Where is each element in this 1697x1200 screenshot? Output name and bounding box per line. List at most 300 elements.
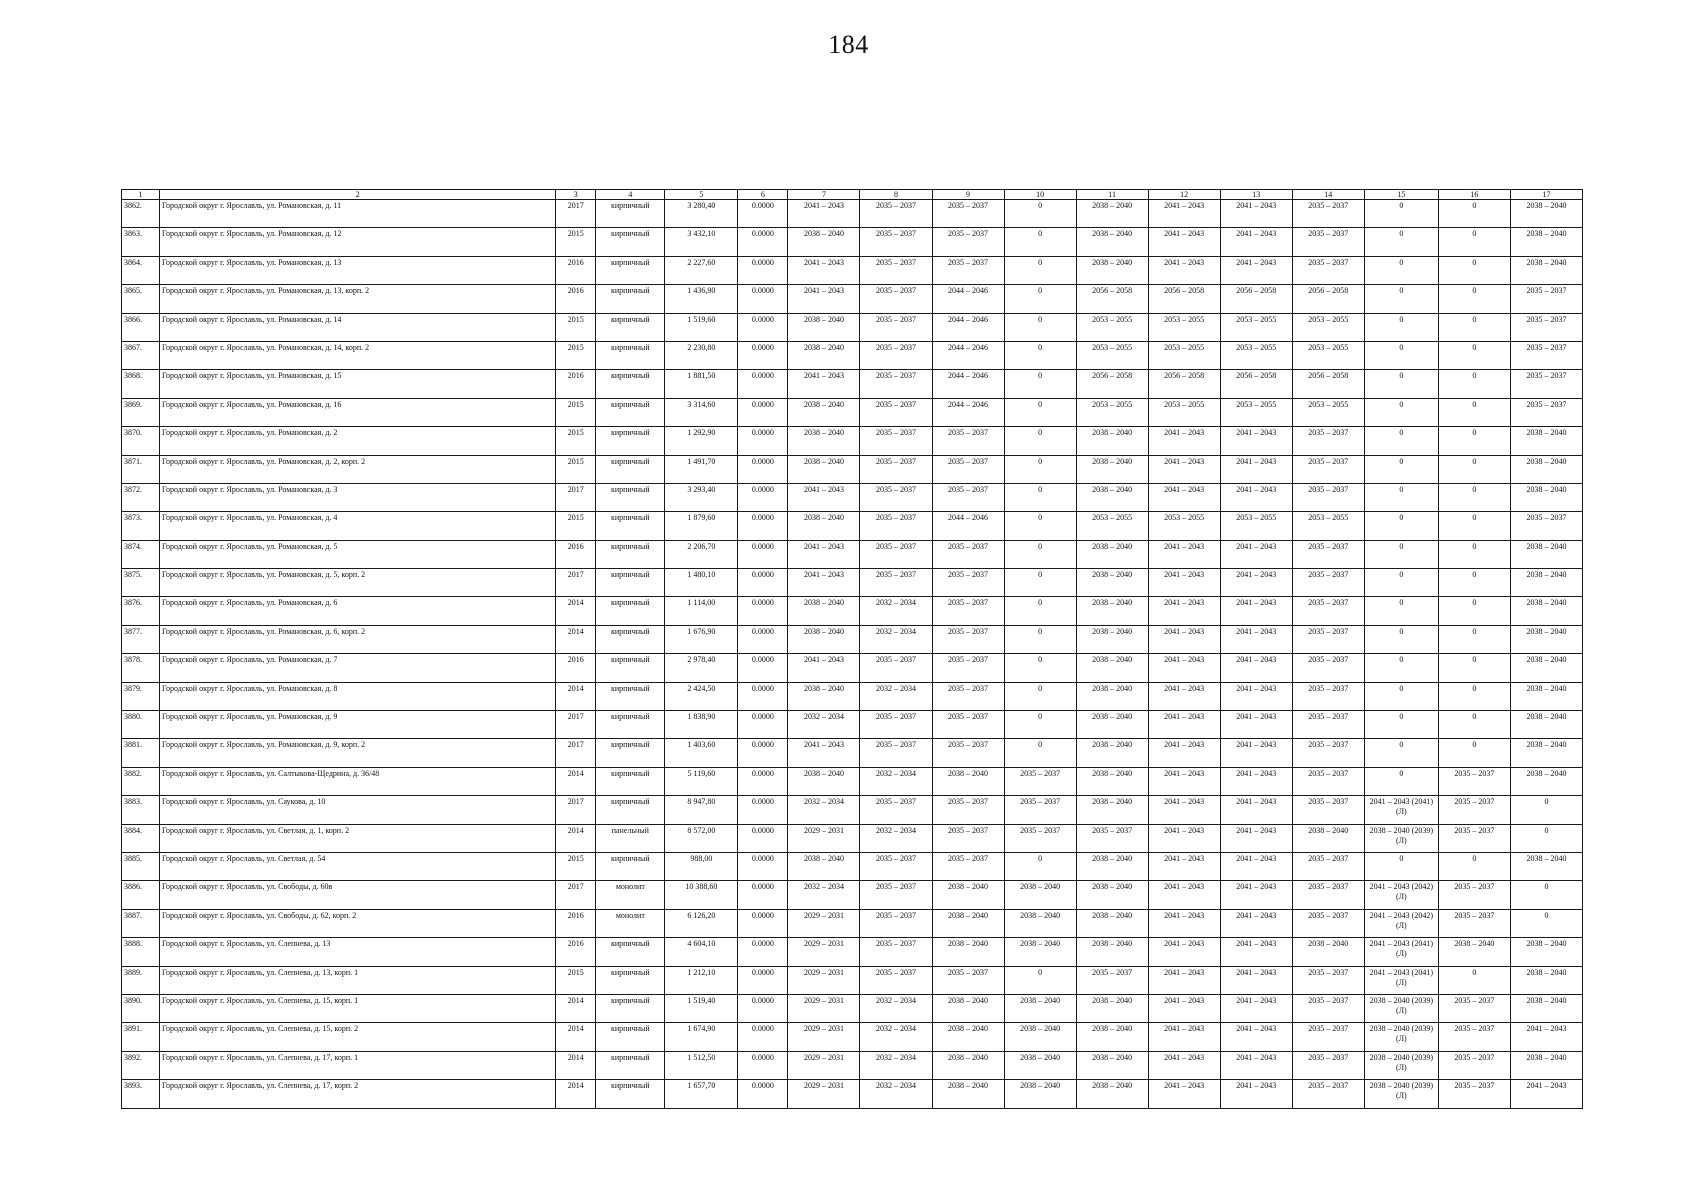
table-cell: 0 [1438,654,1510,682]
table-cell: 2041 – 2043 (2041) (Л) [1364,796,1438,824]
table-cell: 1 292,90 [665,427,738,455]
table-cell: 2041 – 2043 [1148,1023,1220,1051]
table-cell: 2038 – 2040 [788,625,860,653]
table-cell: 2035 – 2037 [1510,341,1582,369]
table-cell: 2017 [556,483,596,511]
table-cell: 2032 – 2034 [860,994,932,1022]
column-number: 9 [932,190,1004,200]
column-number: 11 [1076,190,1148,200]
table-cell: 3887. [122,909,160,937]
table-cell: 3868. [122,370,160,398]
table-cell: 2053 – 2055 [1076,341,1148,369]
table-cell: 2053 – 2055 [1292,512,1364,540]
table-cell: 3 280,40 [665,200,738,228]
table-cell: 0 [1364,654,1438,682]
table-cell: 2041 – 2043 [1148,994,1220,1022]
table-cell: 0 [1004,398,1076,426]
table-row [122,994,1583,1022]
table-cell: кирпичный [596,512,665,540]
column-number: 3 [556,190,596,200]
table-cell: 2029 – 2031 [788,966,860,994]
table-cell: 2014 [556,767,596,795]
table-cell: 2035 – 2037 [1438,909,1510,937]
table-cell: 2053 – 2055 [1148,313,1220,341]
table-cell: 2035 – 2037 [932,796,1004,824]
table-cell: Городской округ г. Ярославль, ул. Романовская, д. 9, корп. 2 [160,739,556,767]
table-cell: 2056 – 2058 [1148,370,1220,398]
table-cell: 2035 – 2037 [1292,881,1364,909]
table-cell: 2035 – 2037 [1292,654,1364,682]
table-cell: 2014 [556,1080,596,1108]
table-cell: 2053 – 2055 [1148,512,1220,540]
table-cell: 2035 – 2037 [860,569,932,597]
table-cell: 3888. [122,938,160,966]
table-cell: 2035 – 2037 [860,938,932,966]
table-cell: кирпичный [596,398,665,426]
table-cell: 2038 – 2040 [1004,1023,1076,1051]
table-cell: 2016 [556,909,596,937]
table-cell: 2056 – 2058 [1148,285,1220,313]
table-cell: 2035 – 2037 [932,597,1004,625]
table-cell: 2041 – 2043 [1220,569,1292,597]
table-cell: Городской округ г. Ярославль, ул. Романовская, д. 5, корп. 2 [160,569,556,597]
table-cell: Городской округ г. Ярославль, ул. Романовская, д. 2, корп. 2 [160,455,556,483]
table-row [122,796,1583,824]
table-cell: 2041 – 2043 [1148,540,1220,568]
table-cell: 2038 – 2040 [1510,228,1582,256]
table-cell: 3892. [122,1051,160,1079]
table-cell: 1 676,90 [665,625,738,653]
table-cell: 2035 – 2037 [860,852,932,880]
table-cell: 2032 – 2034 [860,1080,932,1108]
table-cell: 2035 – 2037 [1292,483,1364,511]
table-cell: 2015 [556,228,596,256]
table-cell: 2041 – 2043 [1148,767,1220,795]
table-cell: 2041 – 2043 [1220,796,1292,824]
table-cell: 2053 – 2055 [1220,341,1292,369]
table-cell: 1 403,60 [665,739,738,767]
table-cell: 2053 – 2055 [1292,341,1364,369]
table-cell: 2041 – 2043 [1220,909,1292,937]
table-cell: 0.0000 [738,483,788,511]
table-cell: 2041 – 2043 [1510,1023,1582,1051]
table-cell: 0 [1004,512,1076,540]
table-cell: 2035 – 2037 [1438,824,1510,852]
table-cell: 2035 – 2037 [932,852,1004,880]
table-cell: 0 [1438,341,1510,369]
table-cell: 2014 [556,994,596,1022]
table-cell: 2038 – 2040 [932,881,1004,909]
table-cell: 0.0000 [738,569,788,597]
table-cell: 2035 – 2037 [1292,994,1364,1022]
table-cell: 2035 – 2037 [1292,796,1364,824]
table-cell: 2053 – 2055 [1220,512,1292,540]
table-cell: 0.0000 [738,767,788,795]
table-cell: 2015 [556,398,596,426]
table-cell: 2041 – 2043 [1220,455,1292,483]
table-cell: 2041 – 2043 (2041) (Л) [1364,966,1438,994]
table-cell: 2038 – 2040 [1076,682,1148,710]
table-cell: кирпичный [596,370,665,398]
table-cell: 2038 – 2040 [788,512,860,540]
table-row [122,938,1583,966]
table-cell: 3890. [122,994,160,1022]
table-cell: Городской округ г. Ярославль, ул. Романовская, д. 2 [160,427,556,455]
table-cell: 2038 – 2040 [1076,938,1148,966]
table-cell: 2035 – 2037 [860,512,932,540]
table-cell: 0.0000 [738,909,788,937]
table-cell: 2038 – 2040 [1004,938,1076,966]
table-cell: 2038 – 2040 [1004,1080,1076,1108]
table-cell: 2035 – 2037 [860,881,932,909]
table-cell: 2035 – 2037 [1292,1080,1364,1108]
table-cell: 2041 – 2043 [1220,994,1292,1022]
table-cell: 0 [1364,285,1438,313]
table-cell: 2035 – 2037 [932,540,1004,568]
table-cell: Городской округ г. Ярославль, ул. Светлая, д. 54 [160,852,556,880]
table-cell: 0.0000 [738,285,788,313]
table-cell: 2041 – 2043 [1148,711,1220,739]
table-cell: 2014 [556,1051,596,1079]
table-cell: Городской округ г. Ярославль, ул. Романовская, д. 12 [160,228,556,256]
table-cell: 0 [1438,483,1510,511]
table-cell: 2029 – 2031 [788,1051,860,1079]
table-cell: 0 [1004,200,1076,228]
table-row [122,1023,1583,1051]
table-cell: Городской округ г. Ярославль, ул. Романовская, д. 13 [160,256,556,284]
table-cell: 2044 – 2046 [932,398,1004,426]
table-cell: 0 [1438,512,1510,540]
table-cell: 2041 – 2043 [1148,881,1220,909]
table-cell: 0 [1364,341,1438,369]
table-cell: 2044 – 2046 [932,512,1004,540]
table-cell: 0 [1004,540,1076,568]
column-number: 2 [160,190,556,200]
table-cell: 3893. [122,1080,160,1108]
table-cell: Городской округ г. Ярославль, ул. Саукова, д. 10 [160,796,556,824]
table-cell: 0 [1438,597,1510,625]
table-cell: 2038 – 2040 [788,455,860,483]
table-cell: 2038 – 2040 [1510,427,1582,455]
table-row [122,256,1583,284]
table-cell: 2041 – 2043 [1148,852,1220,880]
table-cell: 2035 – 2037 [932,569,1004,597]
table-cell: 2041 – 2043 [1148,256,1220,284]
table-cell: 0 [1004,625,1076,653]
table-cell: 2035 – 2037 [860,796,932,824]
table-cell: 2041 – 2043 [1220,1023,1292,1051]
table-cell: 2044 – 2046 [932,285,1004,313]
table-cell: 5 119,60 [665,767,738,795]
table-cell: 2035 – 2037 [1292,540,1364,568]
table-cell: 0 [1438,313,1510,341]
table-cell: 2035 – 2037 [1292,767,1364,795]
table-cell: 2015 [556,455,596,483]
table-cell: 2038 – 2040 [1076,994,1148,1022]
table-cell: 2035 – 2037 [932,200,1004,228]
table-cell: 0 [1364,427,1438,455]
table-cell: 2038 – 2040 [1292,824,1364,852]
table-cell: 2041 – 2043 [788,200,860,228]
table-cell: 2041 – 2043 [1148,824,1220,852]
table-cell: 2032 – 2034 [860,1023,932,1051]
table-cell: 2029 – 2031 [788,994,860,1022]
table-cell: Городской округ г. Ярославль, ул. Слепнева, д. 13, корп. 1 [160,966,556,994]
table-cell: 2032 – 2034 [860,597,932,625]
table-cell: 3874. [122,540,160,568]
table-cell: 2035 – 2037 [860,370,932,398]
table-cell: 2038 – 2040 [932,1080,1004,1108]
table-cell: кирпичный [596,427,665,455]
table-cell: кирпичный [596,200,665,228]
table-cell: 0 [1004,597,1076,625]
table-cell: 0.0000 [738,427,788,455]
table-cell: 2038 – 2040 [1510,938,1582,966]
table-cell: 2038 – 2040 (2039) (Л) [1364,824,1438,852]
table-cell: кирпичный [596,597,665,625]
table-cell: кирпичный [596,767,665,795]
table-cell: 2035 – 2037 [1438,994,1510,1022]
table-row [122,313,1583,341]
table-cell: 0 [1510,796,1582,824]
table-cell: 2041 – 2043 [788,739,860,767]
table-cell: 2041 – 2043 [1148,739,1220,767]
table-cell: 0 [1438,625,1510,653]
table-cell: 2038 – 2040 [1076,200,1148,228]
table-cell: 3866. [122,313,160,341]
table-cell: 2035 – 2037 [932,824,1004,852]
table-cell: 2041 – 2043 [1148,966,1220,994]
table-cell: 2041 – 2043 [1148,654,1220,682]
table-cell: 2016 [556,285,596,313]
table-cell: 2038 – 2040 [788,341,860,369]
table-cell: 2038 – 2040 [1076,881,1148,909]
table-row [122,398,1583,426]
table-cell: 2016 [556,938,596,966]
table-cell: Городской округ г. Ярославль, ул. Романовская, д. 5 [160,540,556,568]
table-cell: 0.0000 [738,597,788,625]
table-cell: 2041 – 2043 [1148,597,1220,625]
table-cell: 0 [1364,455,1438,483]
table-cell: 2038 – 2040 [1510,682,1582,710]
table-cell: 0.0000 [738,540,788,568]
table-cell: 2032 – 2034 [860,682,932,710]
table-cell: 0.0000 [738,1023,788,1051]
table-cell: 3870. [122,427,160,455]
table-cell: 2044 – 2046 [932,313,1004,341]
table-cell: 0.0000 [738,682,788,710]
table-cell: 8 572,00 [665,824,738,852]
table-cell: Городской округ г. Ярославль, ул. Романовская, д. 3 [160,483,556,511]
table-cell: 10 388,60 [665,881,738,909]
table-cell: 2029 – 2031 [788,824,860,852]
table-cell: 2035 – 2037 [1004,767,1076,795]
table-cell: 2038 – 2040 [1076,767,1148,795]
table-cell: 2035 – 2037 [860,313,932,341]
table-cell: 1 512,50 [665,1051,738,1079]
table-cell: 1 436,90 [665,285,738,313]
table-row [122,739,1583,767]
table-cell: 2017 [556,711,596,739]
table-cell: 3871. [122,455,160,483]
table-cell: 2029 – 2031 [788,938,860,966]
table-cell: 0 [1438,398,1510,426]
table-cell: 2044 – 2046 [932,370,1004,398]
table-cell: 2041 – 2043 [788,483,860,511]
table-cell: 3873. [122,512,160,540]
table-cell: 1 674,90 [665,1023,738,1051]
table-cell: 3891. [122,1023,160,1051]
table-cell: Городской округ г. Ярославль, ул. Романовская, д. 16 [160,398,556,426]
table-cell: 2035 – 2037 [860,256,932,284]
table-cell: 0 [1364,739,1438,767]
table-cell: 2041 – 2043 [788,540,860,568]
table-cell: 2015 [556,512,596,540]
table-cell: 2035 – 2037 [1510,313,1582,341]
table-cell: 1 212,10 [665,966,738,994]
table-cell: 2038 – 2040 [1004,881,1076,909]
table-cell: кирпичный [596,1080,665,1108]
table-cell: 0 [1004,966,1076,994]
table-cell: Городской округ г. Ярославль, ул. Слепнева, д. 15, корп. 2 [160,1023,556,1051]
table-cell: 0 [1510,881,1582,909]
table-cell: 2038 – 2040 (2039) (Л) [1364,1051,1438,1079]
table-cell: 2041 – 2043 [1148,909,1220,937]
table-row [122,370,1583,398]
table-cell: 2038 – 2040 [1510,739,1582,767]
table-cell: 2041 – 2043 (2042) (Л) [1364,909,1438,937]
table-row [122,540,1583,568]
table-row [122,625,1583,653]
table-cell: 2041 – 2043 [1220,427,1292,455]
table-cell: кирпичный [596,313,665,341]
table-cell: 0 [1438,200,1510,228]
table-cell: 2 227,60 [665,256,738,284]
table-cell: Городской округ г. Ярославль, ул. Романовская, д. 9 [160,711,556,739]
table-cell: 2016 [556,540,596,568]
table-cell: 2038 – 2040 [1510,256,1582,284]
table-cell: 2029 – 2031 [788,1080,860,1108]
column-number: 15 [1364,190,1438,200]
table-cell: 0 [1438,739,1510,767]
table-cell: 0 [1364,569,1438,597]
table-cell: 2017 [556,881,596,909]
table-cell: 2038 – 2040 [1076,796,1148,824]
column-number: 4 [596,190,665,200]
table-cell: 2016 [556,370,596,398]
table-cell: 0.0000 [738,313,788,341]
table-cell: 2015 [556,341,596,369]
table-cell: 2035 – 2037 [1076,824,1148,852]
table-cell: кирпичный [596,938,665,966]
table-cell: 2035 – 2037 [1292,455,1364,483]
table-cell: 2032 – 2034 [860,1051,932,1079]
column-number: 16 [1438,190,1510,200]
column-number: 7 [788,190,860,200]
table-cell: 2 978,40 [665,654,738,682]
table-cell: 2041 – 2043 [1220,881,1292,909]
table-cell: кирпичный [596,540,665,568]
table-cell: Городской округ г. Ярославль, ул. Романовская, д. 6 [160,597,556,625]
column-number: 6 [738,190,788,200]
table-cell: кирпичный [596,455,665,483]
table-cell: 3865. [122,285,160,313]
table-cell: 2038 – 2040 [1510,994,1582,1022]
table-row [122,455,1583,483]
table-cell: 0.0000 [738,200,788,228]
table-cell: кирпичный [596,341,665,369]
table-cell: 2035 – 2037 [1510,370,1582,398]
table-cell: 2053 – 2055 [1220,313,1292,341]
table-cell: 1 657,70 [665,1080,738,1108]
table-cell: Городской округ г. Ярославль, ул. Романовская, д. 4 [160,512,556,540]
table-cell: 2035 – 2037 [932,228,1004,256]
table-cell: 2041 – 2043 [1148,1080,1220,1108]
table-cell: 2035 – 2037 [860,341,932,369]
table-cell: 0 [1438,852,1510,880]
table-cell: 2035 – 2037 [1292,1051,1364,1079]
table-cell: кирпичный [596,682,665,710]
table-cell: 2038 – 2040 [1076,1080,1148,1108]
table-cell: 2035 – 2037 [860,654,932,682]
table-cell: 3883. [122,796,160,824]
table-cell: 0.0000 [738,455,788,483]
table-cell: 2038 – 2040 (2039) (Л) [1364,1023,1438,1051]
table-row [122,682,1583,710]
table-cell: 2041 – 2043 [1510,1080,1582,1108]
table-cell: 2044 – 2046 [932,341,1004,369]
table-cell: 2035 – 2037 [932,682,1004,710]
table-row [122,966,1583,994]
table-cell: 3878. [122,654,160,682]
table-cell: 2041 – 2043 [1220,966,1292,994]
table-cell: 2035 – 2037 [860,739,932,767]
table-cell: 2035 – 2037 [1510,512,1582,540]
table-cell: Городской округ г. Ярославль, ул. Слепнева, д. 17, корп. 1 [160,1051,556,1079]
table-cell: 2056 – 2058 [1220,285,1292,313]
table-cell: 2014 [556,1023,596,1051]
table-cell: 2041 – 2043 [788,370,860,398]
table-cell: 2029 – 2031 [788,1023,860,1051]
table-cell: 2038 – 2040 [1510,1051,1582,1079]
table-cell: 2041 – 2043 [1148,938,1220,966]
table-cell: Городской округ г. Ярославль, ул. Романовская, д. 14 [160,313,556,341]
table-cell: 0.0000 [738,938,788,966]
table-cell: 2038 – 2040 [1076,625,1148,653]
table-cell: 2035 – 2037 [932,483,1004,511]
table-row [122,228,1583,256]
table-cell: 2032 – 2034 [860,767,932,795]
page-number: 184 [828,30,869,59]
table-cell: кирпичный [596,569,665,597]
table-cell: 0 [1364,370,1438,398]
table-cell: 0 [1004,427,1076,455]
table-cell: 2038 – 2040 [1076,228,1148,256]
table-cell: 2015 [556,427,596,455]
table-cell: 0 [1364,711,1438,739]
table-cell: Городской округ г. Ярославль, ул. Романовская, д. 15 [160,370,556,398]
housing-register-table [121,189,1583,1109]
table-row [122,1080,1583,1108]
table-cell: 2017 [556,200,596,228]
table-cell: 2035 – 2037 [1292,909,1364,937]
table-cell: 0.0000 [738,1080,788,1108]
table-cell: 0 [1364,398,1438,426]
table-cell: 2038 – 2040 [1076,483,1148,511]
table-cell: 2035 – 2037 [860,540,932,568]
table-cell: 0.0000 [738,228,788,256]
table-cell: 0 [1004,370,1076,398]
